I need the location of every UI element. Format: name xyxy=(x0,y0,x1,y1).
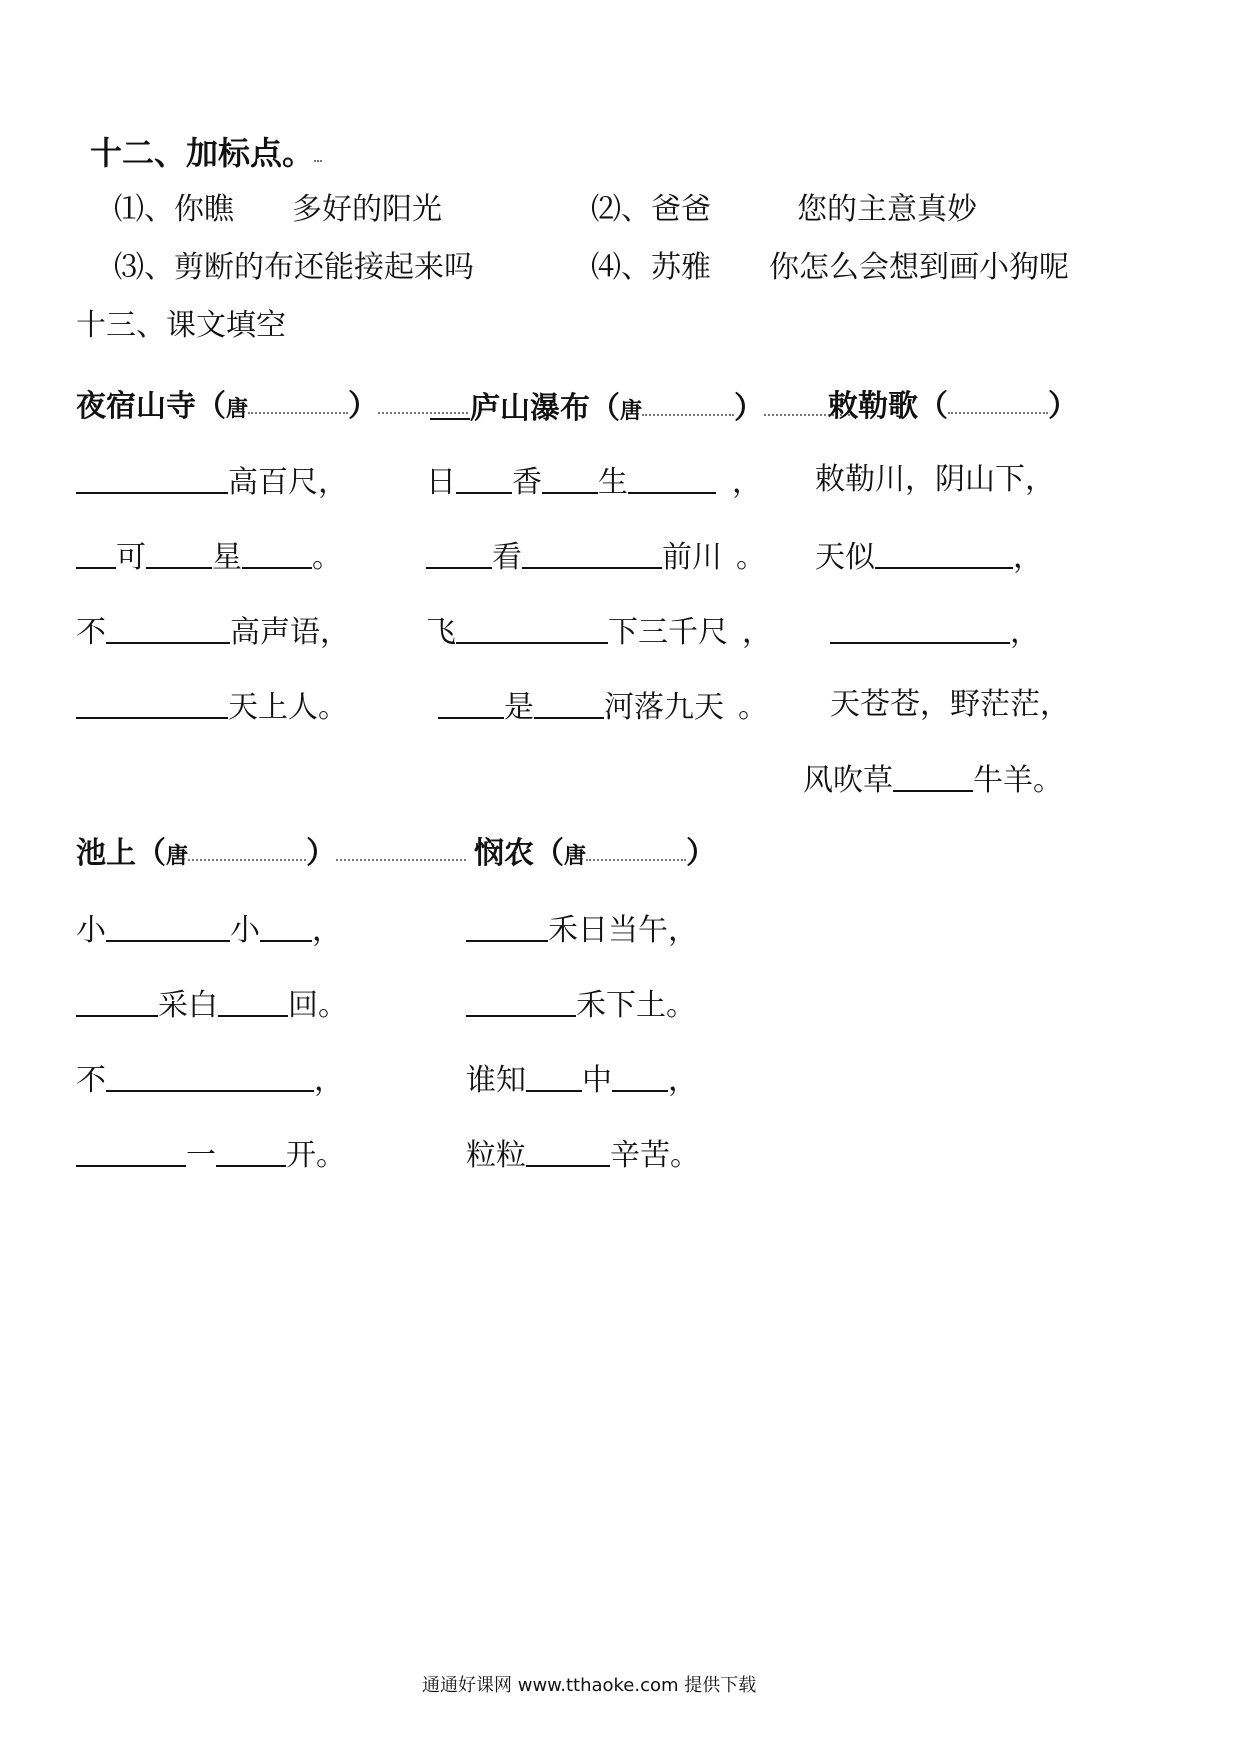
poem1-line2: 可 星 。 xyxy=(76,537,342,576)
poem5-line1: 禾日当午， xyxy=(466,910,698,949)
punct-item-3: ⑶、剪断的布还能接起来吗 xyxy=(114,250,474,285)
punct-item-1: ⑴、你瞧 多好的阳光 xyxy=(114,192,442,227)
section-12-title: 十二、加标点。 xyxy=(90,135,322,171)
poem2-line1: 日 香 生 ， xyxy=(426,462,762,501)
poem5-line2: 禾下土。 xyxy=(466,985,696,1024)
poem4-line2: 采白 回。 xyxy=(76,985,348,1024)
poem2-line4: 是 河落九天 。 xyxy=(438,687,768,726)
poem5-line4: 粒粒 辛苦。 xyxy=(466,1135,700,1174)
poem-title-minnong: 悯农（唐 ） xyxy=(474,836,717,871)
poem1-line1: 高百尺， xyxy=(76,462,348,501)
poem1-line4: 天上人。 xyxy=(76,687,348,726)
poem5-line3: 谁知 中 ， xyxy=(466,1060,698,1099)
punct-item-4: ⑷、苏雅 你怎么会想到画小狗呢 xyxy=(591,250,1069,285)
poem-title-yesu: 夜宿山寺（唐 ） xyxy=(76,388,468,427)
poem4-line1: 小 小 ， xyxy=(76,910,342,949)
poem3-line5: 风吹草 牛羊。 xyxy=(803,760,1063,799)
poem-title-chishang: 池上（唐 ） xyxy=(76,835,466,874)
poem-title-lushan: 庐山瀑布（唐 ） xyxy=(430,388,854,429)
poem1-line3: 不 高声语， xyxy=(76,612,350,651)
poem2-line2: 看 前川 。 xyxy=(426,537,766,576)
poem2-line3: 飞 下三千尺 ， xyxy=(426,612,772,651)
page-footer: 通通好课网 www.tthaoke.com 提供下载 xyxy=(422,1675,757,1696)
section-13-title: 十三、课文填空 xyxy=(76,308,286,343)
poem3-line2: 天似 ， xyxy=(815,537,1043,576)
punct-item-2: ⑵、爸爸 您的主意真妙 xyxy=(591,192,977,227)
poem4-line3: 不 ， xyxy=(76,1060,344,1099)
poem3-line1: 敕勒川，阴山下， xyxy=(815,462,1055,497)
poem4-line4: 一 开。 xyxy=(76,1135,346,1174)
poem3-line4: 天苍苍，野茫茫， xyxy=(830,687,1070,722)
poem-title-chile: 敕勒歌（ ） xyxy=(828,389,1078,424)
poem3-line3: ， xyxy=(830,612,1040,651)
